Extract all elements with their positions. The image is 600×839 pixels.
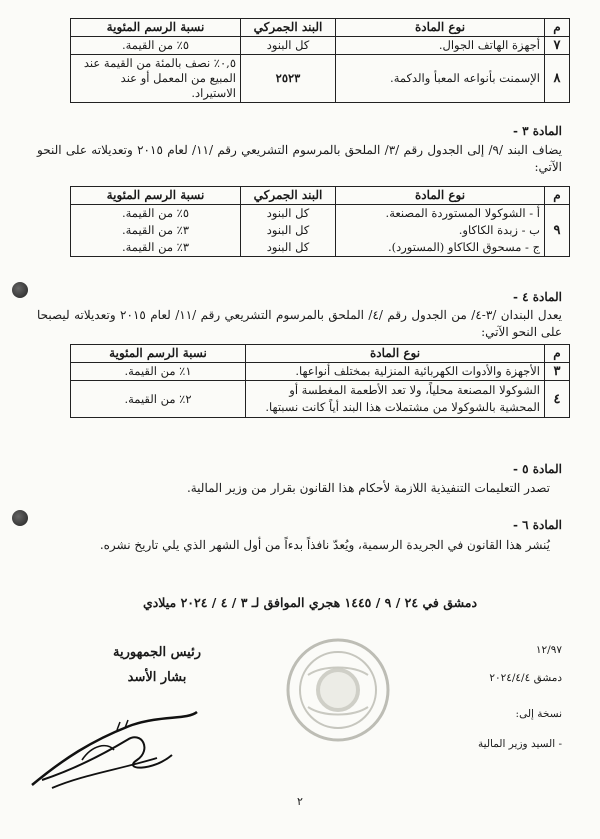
punch-hole <box>12 510 28 526</box>
dateline: دمشق في ٢٤ / ٩ / ١٤٤٥ هجري الموافق لـ ٣ / ٤ / ٢٠٢٤ ميلادي <box>142 595 478 610</box>
punch-hole <box>12 282 28 298</box>
table-row: ٣ الأجهزة والأدوات الكهربائية المنزلية بمختلف أنواعها. ١٪ من القيمة. <box>71 363 570 381</box>
table-row: ٤ الشوكولا المصنعة محلياً، ولا تعد الأطعمة المغطسة أو المحشية بالشوكولا من مشتملات هذا البند أياً كانت نسبتها. ٢٪ من القيمة. <box>71 381 570 418</box>
col-tariff: البند الجمركي <box>241 19 336 37</box>
table-row: ٨ الإسمنت بأنواعه المعبأ والدكمة. ٢٥٢٣ ٠,٥٪ نصف بالمئة من القيمة عند المبيع من المعمل أو عند الاستيراد. <box>71 55 570 103</box>
issue-date: دمشق ٢٠٢٤/٤/٤ <box>489 672 562 684</box>
copy-to-label: نسخة إلى: <box>515 708 562 720</box>
article-4-title: المادة ٤ - <box>512 290 562 304</box>
reference-number: ١٢/٩٧ <box>535 644 562 656</box>
col-item: نوع المادة <box>336 19 545 37</box>
article-6-title: المادة ٦ - <box>512 518 562 532</box>
table-row: ٧ أجهزة الهاتف الجوال. كل البنود ٥٪ من القيمة. <box>71 37 570 55</box>
article-3-text: يضاف البند /٩/ إلى الجدول رقم /٣/ الملحق بالمرسوم التشريعي رقم /١١/ لعام ٢٠١٥ وتعديلاته على النحو الآتي: <box>37 143 563 174</box>
col-rate: نسبة الرسم المئوية <box>71 19 241 37</box>
article-4-text: يعدل البندان /٣-٤/ من الجدول رقم /٤/ الملحق بالمرسوم التشريعي رقم /١١/ لعام ٢٠١٥ وتعديلاته ليصبحا على النحو الآتي: <box>37 308 563 339</box>
signature-title: رئيس الجمهورية <box>113 645 201 660</box>
table-row: ب - زبدة الكاكاو. كل البنود ٣٪ من القيمة. <box>71 222 570 239</box>
table-row: ج - مسحوق الكاكاو (المستورد). كل البنود ٣٪ من القيمة. <box>71 239 570 257</box>
col-num: م <box>545 19 570 37</box>
handwritten-signature <box>22 700 207 795</box>
article-5-text: تصدر التعليمات التنفيذية اللازمة لأحكام هذا القانون بقرار من وزير المالية. <box>186 481 550 495</box>
article-5-title: المادة ٥ - <box>512 462 562 476</box>
official-seal <box>283 635 393 745</box>
goods-table-4: م نوع المادة نسبة الرسم المئوية ٣ الأجهزة والأدوات الكهربائية المنزلية بمختلف أنواعها. ١٪ من القيمة. ٤ الشوكولا المصنعة محلياً، ولا تعد الأطعمة المغطسة أو المحشية بالشوكولا من مشتملات هذا البند أياً كانت نسبتها. ٢٪ من القيمة. <box>70 344 570 418</box>
page-number: ٢ <box>297 795 303 808</box>
article-6-text: يُنشر هذا القانون في الجريدة الرسمية، ويُعدّ نافذاً بدءاً من أول الشهر الذي يلي تاريخ نشره. <box>99 538 550 552</box>
signature-name: بشار الأسد <box>127 670 187 685</box>
table-row: ٩ أ - الشوكولا المستوردة المصنعة. كل البنود ٥٪ من القيمة. <box>71 205 570 223</box>
article-3-title: المادة ٣ - <box>512 124 562 138</box>
goods-table-1 <box>70 18 570 103</box>
copy-recipient: - السيد وزير المالية <box>478 738 562 750</box>
goods-table-3: م نوع المادة البند الجمركي نسبة الرسم المئوية ٩ أ - الشوكولا المستوردة المصنعة. كل البنود ٥٪ من القيمة. ب - زبدة الكاكاو. كل البنود ٣٪ من القيمة. ج - مسحوق الكاكاو (المستورد). كل البنود ٣٪ من القيمة. <box>70 186 570 257</box>
